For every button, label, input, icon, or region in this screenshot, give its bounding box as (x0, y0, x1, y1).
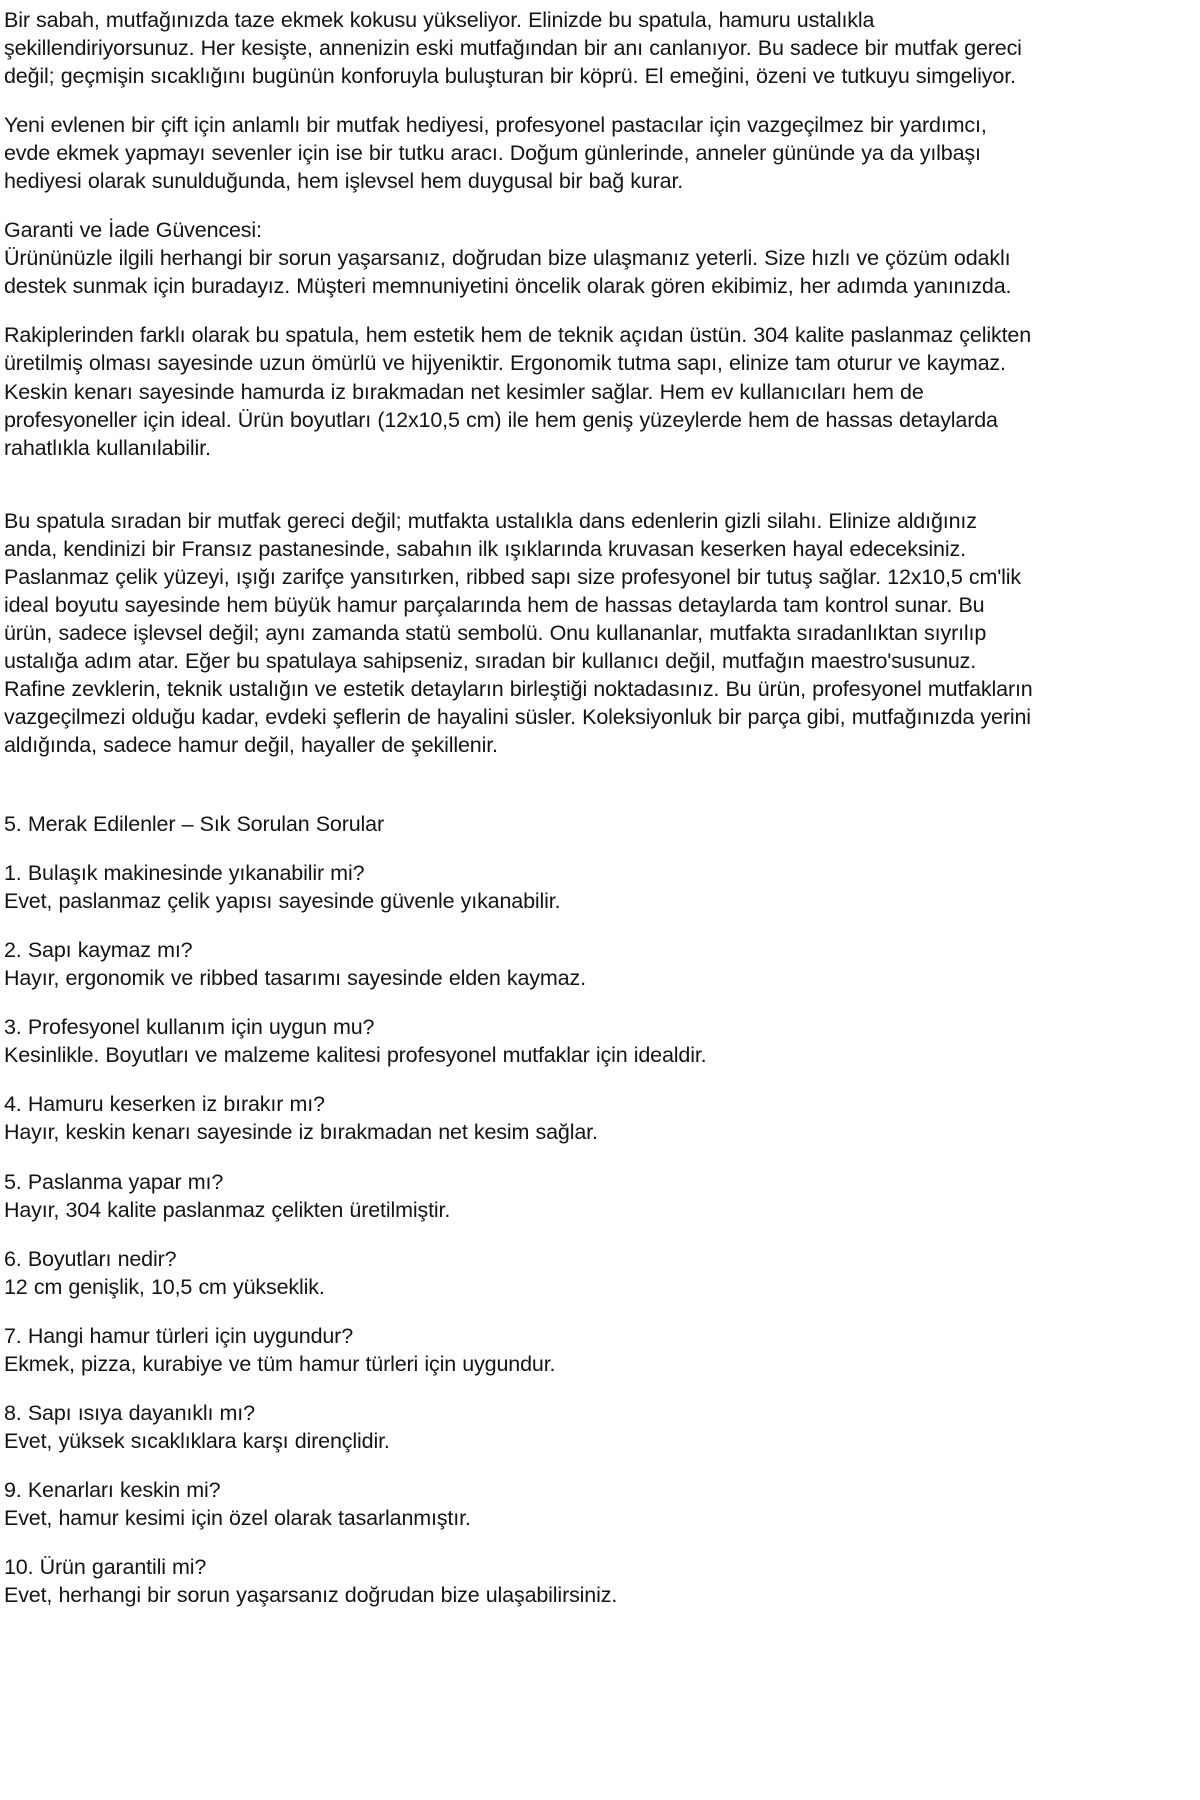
paragraph-intro: Bir sabah, mutfağınızda taze ekmek kokusu yükseliyor. Elinizde bu spatula, hamuru ustalıkla şekillendiriyorsunuz. Her kesişte, annenizin eski mutfağından bir anı canlanıyor. Bu sadece bir mutfak gereci değil; geçmişin sıcaklığını bugünün konforuyla buluşturan bir köprü. El emeğini, özeni ve tutkuyu simgeliyor. (4, 8, 1022, 89)
section-divider-spacer (4, 483, 1034, 507)
warranty-title: Garanti ve İade Güvencesi: (4, 218, 262, 243)
faq-question: 1. Bulaşık makinesinde yıkanabilir mi? (4, 861, 365, 886)
faq-question: 4. Hamuru keserken iz bırakır mı? (4, 1092, 325, 1117)
paragraph-advantages: Rakiplerinden farklı olarak bu spatula, hem estetik hem de teknik açıdan üstün. 304 kalite paslanmaz çelikten üretilmiş olması sayesinde uzun ömürlü ve hijyeniktir. Ergonomik tutma sapı, elinize tam oturur ve kaymaz. Keskin kenarı sayesinde hamurda iz bırakmadan net kesimler sağlar. Hem ev kullanıcıları hem de profesyoneller için ideal. Ürün boyutları (12x10,5 cm) ile hem geniş yüzeylerde hem de hassas detaylarda rahatlıkla kullanılabilir. (4, 323, 1032, 460)
faq-item (4, 1476, 1034, 1532)
faq-answer: Evet, hamur kesimi için özel olarak tasarlanmıştır. (4, 1505, 471, 1530)
faq-question: 8. Sapı ısıya dayanıklı mı? (4, 1400, 255, 1425)
faq-answer: Hayır, ergonomik ve ribbed tasarımı sayesinde elden kaymaz. (4, 966, 586, 991)
faq-item (4, 1322, 1034, 1378)
faq-answer: Hayır, 304 kalite paslanmaz çelikten üretilmiştir. (4, 1197, 451, 1222)
faq-question: 9. Kenarları keskin mi? (4, 1477, 221, 1502)
faq-answer: Evet, paslanmaz çelik yapısı sayesinde güvenle yıkanabilir. (4, 889, 561, 914)
faq-question: 2. Sapı kaymaz mı? (4, 938, 193, 963)
faq-question: 3. Profesyonel kullanım için uygun mu? (4, 1015, 375, 1040)
paragraph-story: Bu spatula sıradan bir mutfak gereci değil; mutfakta ustalıkla dans edenlerin gizli silahı. Elinize aldığınız anda, kendinizi bir Fransız pastanesinde, sabahın ilk ışıklarında kruvasan keserken hayal edeceksiniz. Paslanmaz çelik yüzeyi, ışığı zarifçe yansıtırken, ribbed sapı size profesyonel bir tutuş sağlar. 12x10,5 cm'lik ideal boyutu sayesinde hem büyük hamur parçalarında hem de hassas detaylarda tam kontrol sunar. Bu ürün, sadece işlevsel değil; aynı zamanda statü sembolü. Onu kullananlar, mutfakta sıradanlıktan sıyrılıp ustalığa adım atar. Eğer bu spatulaya sahipseniz, sıradan bir kullanıcı değil, mutfağın maestro'susunuz. Rafine zevklerin, teknik ustalığın ve estetik detayların birleştiği noktadasınız. Bu ürün, profesyonel mutfakların vazgeçilmezi olduğu kadar, evdeki şeflerin de hayalini süsler. Koleksiyonluk bir parça gibi, mutfağınızda yerini aldığında, sadece hamur değil, hayaller de şekillenir. (4, 508, 1033, 758)
faq-answer: Ekmek, pizza, kurabiye ve tüm hamur türleri için uygundur. (4, 1351, 556, 1376)
faq-heading: 5. Merak Edilenler – Sık Sorulan Sorular (4, 812, 384, 837)
faq-item (4, 1090, 1034, 1146)
faq-item (4, 1013, 1034, 1069)
faq-answer: Hayır, keskin kenarı sayesinde iz bırakmadan net kesim sağlar. (4, 1120, 598, 1145)
faq-item (4, 1399, 1034, 1455)
faq-item (4, 936, 1034, 992)
faq-top-spacer (4, 780, 1034, 810)
faq-question: 10. Ürün garantili mi? (4, 1554, 207, 1579)
faq-answer: Evet, yüksek sıcaklıklara karşı dirençlidir. (4, 1428, 390, 1453)
faq-item (4, 859, 1034, 915)
faq-answer: 12 cm genişlik, 10,5 cm yükseklik. (4, 1274, 325, 1299)
faq-question: 5. Paslanma yapar mı? (4, 1169, 224, 1194)
faq-answer: Kesinlikle. Boyutları ve malzeme kalitesi profesyonel mutfaklar için idealdir. (4, 1043, 707, 1068)
paragraph-gift: Yeni evlenen bir çift için anlamlı bir mutfak hediyesi, profesyonel pastacılar için vazgeçilmez bir yardımcı, evde ekmek yapmayı sevenler için ise bir tutku aracı. Doğum günlerinde, anneler gününde ya da yılbaşı hediyesi olarak sunulduğunda, hem işlevsel hem duygusal bir bağ kurar. (4, 113, 987, 194)
warranty-section (4, 216, 1034, 300)
faq-answer: Evet, herhangi bir sorun yaşarsanız doğrudan bize ulaşabilirsiniz. (4, 1583, 618, 1608)
faq-item (4, 1245, 1034, 1301)
faq-item (4, 1168, 1034, 1224)
document-body (4, 6, 1034, 1609)
warranty-text: Ürününüzle ilgili herhangi bir sorun yaşarsanız, doğrudan bize ulaşmanız yeterli. Size hızlı ve çözüm odaklı destek sunmak için buradayız. Müşteri memnuniyetini öncelik olarak gören ekibimiz, her adımda yanınızda. (4, 246, 1012, 299)
faq-item (4, 1553, 1034, 1609)
faq-question: 6. Boyutları nedir? (4, 1246, 177, 1271)
faq-question: 7. Hangi hamur türleri için uygundur? (4, 1323, 353, 1348)
faq-section (4, 810, 1034, 1609)
